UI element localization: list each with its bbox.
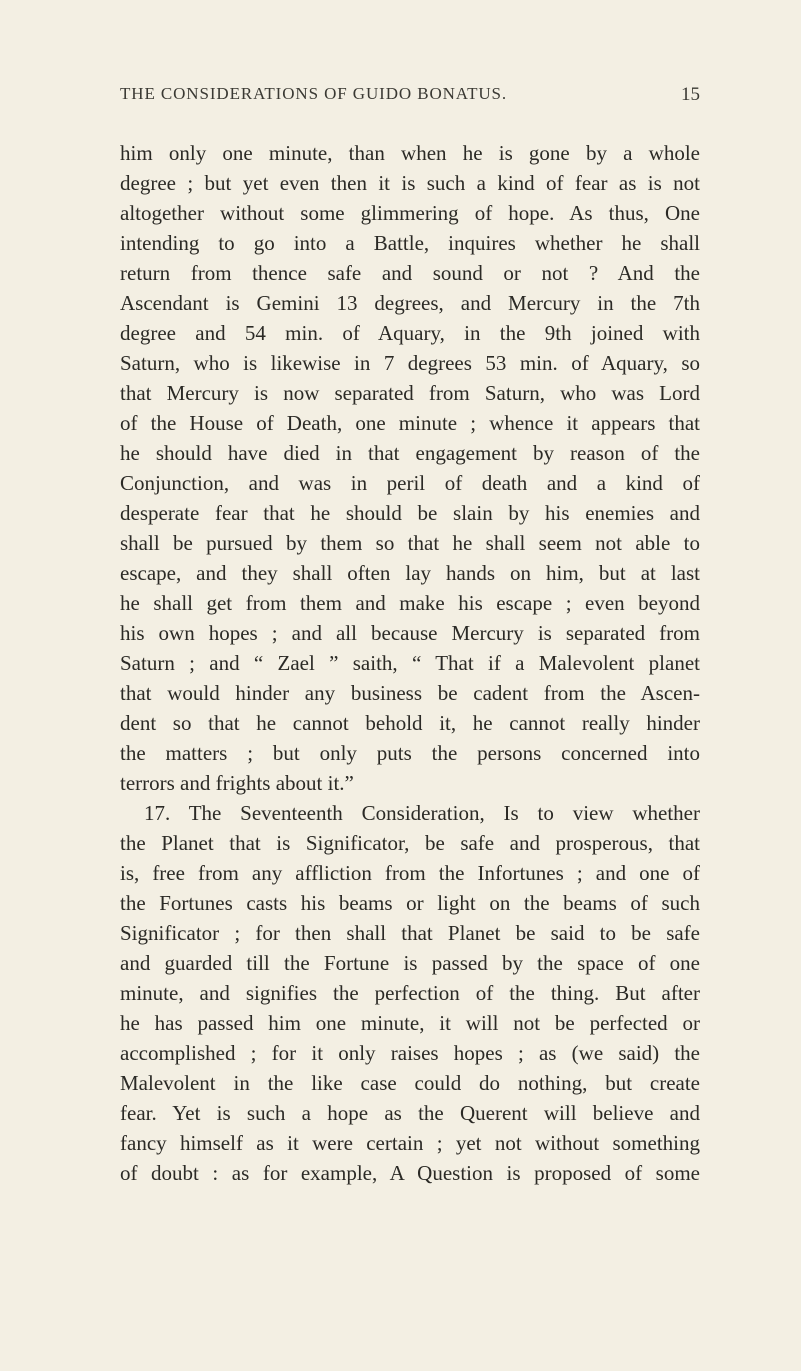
text-line: of the House of Death, one minute ; whence it appears that <box>120 411 700 435</box>
text-line: is, free from any affliction from the Infortunes ; and one of <box>120 861 700 885</box>
text-line: Saturn ; and “ Zael ” saith, “ That if a Malevolent planet <box>120 651 700 675</box>
text-line: escape, and they shall often lay hands on him, but at last <box>120 561 700 585</box>
text-line: minute, and signifies the perfection of the thing. But after <box>120 981 700 1005</box>
text-line: accomplished ; for it only raises hopes ; as (we said) the <box>120 1041 700 1065</box>
text-line: him only one minute, than when he is gone by a whole <box>120 141 700 165</box>
text-line: altogether without some glimmering of hope. As thus, One <box>120 201 700 225</box>
running-head <box>120 84 700 110</box>
text-line: Saturn, who is likewise in 7 degrees 53 min. of Aquary, so <box>120 351 700 375</box>
text-line: Ascendant is Gemini 13 degrees, and Mercury in the 7th <box>120 291 700 315</box>
text-line: of doubt : as for example, A Question is proposed of some <box>120 1161 700 1185</box>
text-line: desperate fear that he should be slain by his enemies and <box>120 501 700 525</box>
text-line: that Mercury is now separated from Saturn, who was Lord <box>120 381 700 405</box>
text-line: the matters ; but only puts the persons concerned into <box>120 741 700 765</box>
text-line: and guarded till the Fortune is passed by the space of one <box>120 951 700 975</box>
text-line: Conjunction, and was in peril of death and a kind of <box>120 471 700 495</box>
text-line: degree ; but yet even then it is such a kind of fear as is not <box>120 171 700 195</box>
text-line: fear. Yet is such a hope as the Querent will believe and <box>120 1101 700 1125</box>
paragraph-start-line: 17. The Seventeenth Consideration, Is to view whether <box>144 801 700 825</box>
text-line: he shall get from them and make his escape ; even beyond <box>120 591 700 615</box>
body-text <box>120 138 700 1188</box>
text-line: the Fortunes casts his beams or light on the beams of such <box>120 891 700 915</box>
text-line: degree and 54 min. of Aquary, in the 9th joined with <box>120 321 700 345</box>
text-line: Malevolent in the like case could do nothing, but create <box>120 1071 700 1095</box>
running-title: THE CONSIDERATIONS OF GUIDO BONATUS. <box>120 84 508 103</box>
text-line: shall be pursued by them so that he shall seem not able to <box>120 531 700 555</box>
text-line: intending to go into a Battle, inquires whether he shall <box>120 231 700 255</box>
text-line: his own hopes ; and all because Mercury is separated from <box>120 621 700 645</box>
text-line: that would hinder any business be cadent from the Ascen- <box>120 681 700 705</box>
page-number: 15 <box>681 84 700 105</box>
text-line: he has passed him one minute, it will not be perfected or <box>120 1011 700 1035</box>
text-line: return from thence safe and sound or not ? And the <box>120 261 700 285</box>
text-line: he should have died in that engagement by reason of the <box>120 441 700 465</box>
text-line: dent so that he cannot behold it, he cannot really hinder <box>120 711 700 735</box>
text-line: the Planet that is Significator, be safe and prosperous, that <box>120 831 700 855</box>
text-line: fancy himself as it were certain ; yet not without something <box>120 1131 700 1155</box>
paragraph-end-line: terrors and frights about it.” <box>120 771 354 795</box>
text-line: Significator ; for then shall that Planet be said to be safe <box>120 921 700 945</box>
